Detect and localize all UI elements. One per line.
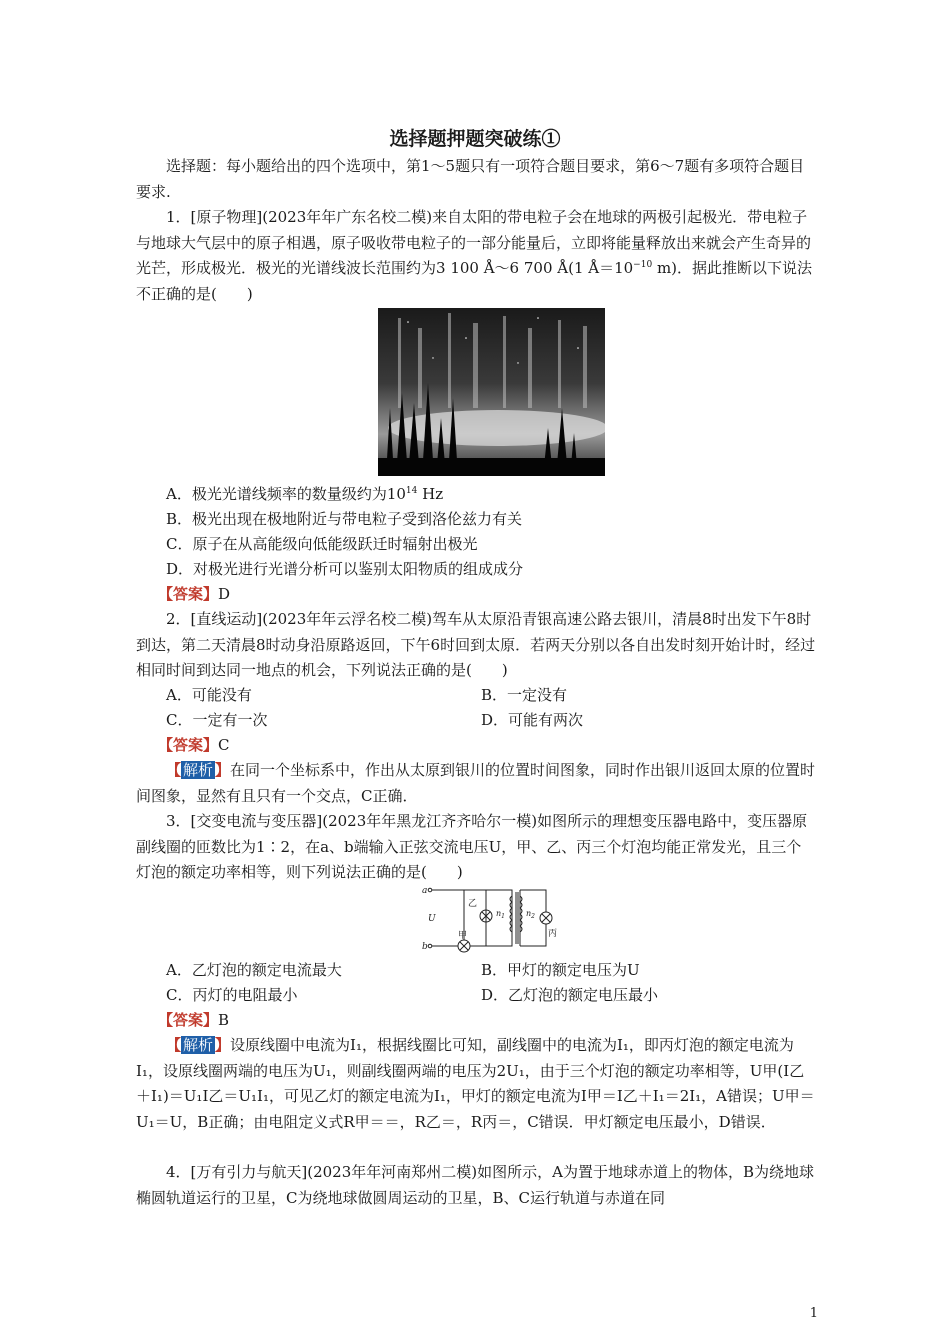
analysis-tag: 解析: [183, 761, 214, 779]
label-n1: $n_1$: [496, 909, 505, 920]
q1-option-d: D．对极光进行光谱分析可以鉴别太阳物质的组成成分: [166, 560, 524, 578]
q3-option-a: A．乙灯泡的额定电流最大: [166, 961, 342, 979]
q2-option-c: C．一定有一次: [166, 711, 268, 729]
aurora-photo: [378, 308, 605, 476]
q3-option-d: D．乙灯泡的额定电压最小: [481, 986, 659, 1004]
q3-answer: 【答案】B: [158, 1011, 230, 1029]
page-number: 1: [809, 1306, 818, 1321]
q2-analysis: 【 解析 】在同一个坐标系中，作出从太原到银川的位置时间图象，同时作出银川返回太原的位置时间图象，显然有且只有一个交点，C正确．: [136, 761, 816, 805]
q2-option-d: D．可能有两次: [481, 711, 584, 729]
intro-paragraph: 选择题：每小题给出的四个选项中，第1～5题只有一项符合题目要求，第6～7题有多项符合题目要求.: [136, 157, 805, 201]
label-b: b: [422, 942, 428, 952]
label-bing: 丙: [548, 929, 558, 939]
label-jia: 甲: [458, 931, 468, 941]
q1-option-b: B．极光出现在极地附近与带电粒子受到洛伦兹力有关: [166, 510, 523, 528]
label-a: a: [422, 886, 428, 896]
q2-option-a: A．可能没有: [166, 686, 252, 704]
q1-answer: 【答案】D: [158, 585, 231, 603]
question-2-stem: 2．[直线运动](2023年年云浮名校二模)驾车从太原沿青银高速公路去银川，清晨8时出发下午8时到达，第二天清晨8时动身沿原路返回，下午6时回到太原．若两天分别以各自出发时刻开始计时，经过相同时间到达同一地点的机会，下列说法正确的是( ): [136, 610, 816, 679]
answer-tag: 【答案】: [158, 585, 219, 603]
q2-answer: 【答案】C: [158, 736, 230, 754]
q1-option-c: C．原子在从高能级向低能级跃迁时辐射出极光: [166, 535, 478, 553]
q3-option-b: B．甲灯的额定电压为U: [481, 961, 640, 979]
q1-option-a: A．极光光谱线频率的数量级约为$10^{14}$ Hz: [166, 485, 444, 503]
label-n2: $n_2$: [526, 909, 535, 920]
q3-option-c: C．丙灯的电阻最小: [166, 986, 298, 1004]
q3-analysis: 【 解析 】设原线圈中电流为I₁，根据线圈比可知，副线圈中的电流为I₁，即丙灯泡的额定电流为I₁，设原线圈两端的电压为U₁，则副线圈两端的电压为2U₁，由于三个灯泡的额定功率相等，U甲(I乙＋I₁)＝U₁I乙＝U₁I₁，可见乙灯的额定电流为I₁，甲灯的额定电流为I甲＝I乙＋I₁＝2I₁，A错误；U甲＝U₁＝U，B正确；由电阻定义式R甲＝＝，R乙＝，R丙＝，C错误．甲灯额定电压最小，D错误．: [136, 1036, 815, 1131]
answer-tag: 【答案】: [158, 1011, 219, 1029]
analysis-tag: 解析: [183, 1036, 214, 1054]
transformer-circuit-diagram: [420, 884, 568, 954]
question-3-stem: 3．[交变电流与变压器](2023年年黑龙江齐齐哈尔一模)如图所示的理想变压器电路中，变压器原副线圈的匝数比为1∶2，在a、b端输入正弦交流电压U，甲、乙、丙三个灯泡均能正常发光，且三个灯泡的额定功率相等，则下列说法正确的是( ): [136, 812, 808, 881]
label-yi: 乙: [468, 899, 478, 909]
question-4-stem: 4．[万有引力与航天](2023年年河南郑州二模)如图所示，A为置于地球赤道上的物体，B为绕地球椭圆轨道运行的卫星，C为绕地球做圆周运动的卫星，B、C运行轨道与赤道在同: [136, 1163, 814, 1207]
label-u: U: [428, 914, 436, 924]
question-1-stem: 1．[原子物理](2023年年广东名校二模)来自太阳的带电粒子会在地球的两极引起极光．带电粒子与地球大气层中的原子相遇，原子吸收带电粒子的一部分能量后，立即将能量释放出来就会产生奇异的光芒，形成极光．极光的光谱线波长范围约为3 100 Å～6 700 Å(1 $Å=10^{-10}$ m)．据此推断以下说法不正确的是( ): [136, 208, 813, 303]
q2-option-b: B．一定没有: [481, 686, 568, 704]
answer-tag: 【答案】: [158, 736, 219, 754]
page-title: 选择题押题突破练①: [389, 128, 561, 150]
